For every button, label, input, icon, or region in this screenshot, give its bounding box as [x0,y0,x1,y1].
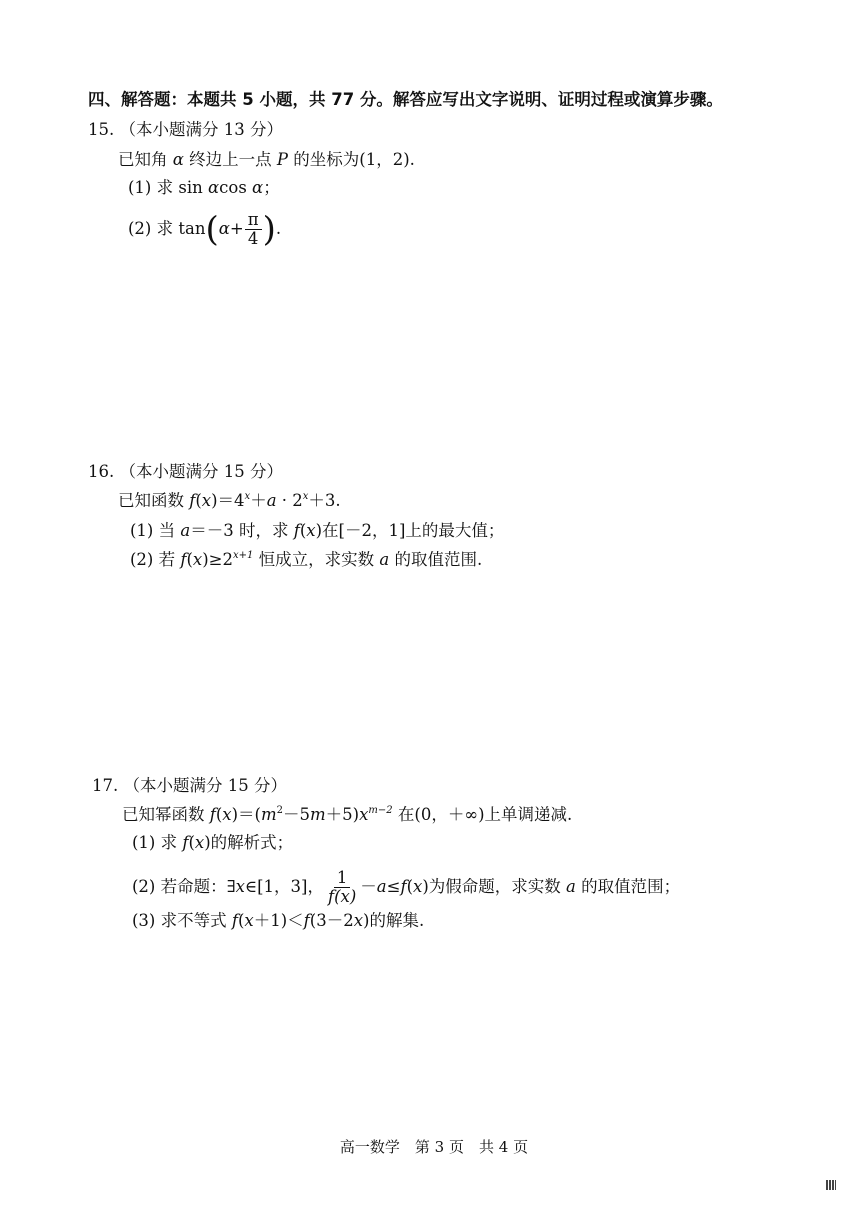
q17-stem: 已知幂函数 $f(x)=(m^2-5m+5)x^{m-2}$ 在(0，＋∞)上单调递减. [122,805,573,824]
q15-stem: 已知角 α 终边上一点 P 的坐标为(1，2). [118,150,415,169]
section-header: 四、解答题：本题共 5 小题，共 77 分。解答应写出文字说明、证明过程或演算步骤。 [88,90,723,109]
q17-title: 17. （本小题满分 15 分） [92,776,287,795]
page-footer: 高一数学 第 3 页 共 4 页 [339,1138,529,1156]
q15-title: 15. （本小题满分 13 分） [88,120,283,139]
q17-part3: (3) 求不等式 f(x＋1)＜f(3－2x)的解集. [132,911,425,930]
q17-part1: (1) 求 f(x)的解析式； [132,833,294,852]
qr-watermark-icon [826,1180,836,1190]
fraction: $\frac{1}{f(x)}$ [327,868,357,906]
q16-part1: (1) 当 a＝－3 时，求 f(x)在[－2，1]上的最大值； [130,521,505,540]
q16-title: 16. （本小题满分 15 分） [88,462,283,481]
q15-part2: (2) 求 tan(α+ $\frac{\pi}{4}$ ). [128,209,282,250]
q16-stem: 已知函数 $f(x)=4^x+a \cdot 2^x+3$. [118,491,341,510]
q17-part2: (2) 若命题：∃x∈[1，3]， $\frac{1}{f(x)}$ －a≤f(x)为假命题，求实数 a 的取值范围； [132,868,681,906]
fraction: $\frac{\pi}{4}$ [245,211,262,248]
q15-part1: (1) 求 sin αcos α； [128,178,280,197]
q16-part2: (2) 若 $f(x)\ge 2^{x+1}$ 恒成立，求实数 a 的取值范围. [130,550,483,569]
